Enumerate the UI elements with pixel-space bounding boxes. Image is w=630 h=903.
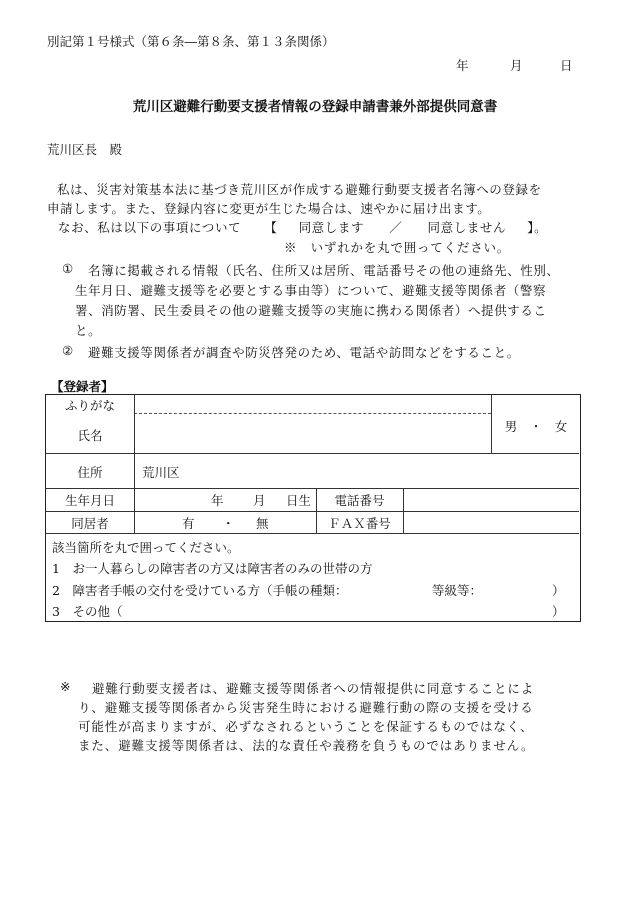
consent-slash: ／ (389, 220, 403, 235)
item-2-number: ② (62, 343, 74, 358)
row-divider (46, 533, 579, 534)
cohabitant-yes-option[interactable]: 有 (182, 516, 195, 531)
footnote-line-2: り、避難支援等関係者から災害発生時における避難行動の際の支援を受ける (78, 700, 534, 715)
consent-prefix: なお、私は以下の事項について (58, 220, 242, 235)
paragraph-line-2: 申請します。また、登録内容に変更が生じた場合は、速やかに届け出ます。 (47, 201, 491, 216)
bracket-open: 【 (264, 220, 278, 235)
fax-field[interactable] (406, 513, 576, 531)
category-2[interactable]: 2 障害者手帳の交付を受けている方（手帳の種類： (52, 583, 348, 598)
category-3-close: ） (552, 604, 565, 619)
birth-month-label: 月 (253, 493, 266, 508)
form-reference: 別記第１号様式（第６条―第８条、第１３条関係） (47, 34, 335, 49)
row-divider (46, 453, 579, 454)
footnote-line-4: また、避難支援等関係者は、法的な責任や義務を負うものではありません。 (78, 738, 535, 753)
date-day-label: 日 (560, 58, 573, 73)
furigana-divider (134, 413, 491, 414)
category-1[interactable]: 1 お一人暮らしの障害者の方又は障害者のみの世帯の方 (52, 561, 373, 576)
birth-day-label: 日生 (286, 493, 312, 508)
item-1-line-3: 署、消防署、民生委員その他の避難支援等の実施に携わる関係者）へ提供するこ (75, 303, 547, 318)
phone-field[interactable] (406, 490, 576, 508)
name-field[interactable] (138, 416, 488, 450)
footnote-line-3: 可能性が高まりますが、必ずなされるということを保証するものではなく、 (78, 719, 534, 734)
bracket-close: 】。 (527, 220, 548, 235)
consent-agree-option[interactable]: 同意します (298, 220, 365, 235)
document-title: 荒川区避難行動要支援者情報の登録申請書兼外部提供同意書 (132, 99, 498, 115)
item-1-number: ① (62, 261, 74, 276)
footnote-mark: ※ (60, 679, 72, 694)
cohabitant-label: 同居者 (71, 516, 109, 531)
circle-note: ※ いずれかを丸で囲ってください。 (284, 240, 511, 255)
col-divider (134, 395, 135, 533)
phone-label: 電話番号 (334, 493, 385, 508)
fax-label: ＦＡＸ番号 (328, 516, 391, 531)
col-divider (403, 488, 404, 533)
birthdate-label: 生年月日 (64, 493, 115, 508)
consent-line (58, 218, 547, 236)
gender-options[interactable]: 男 ・ 女 (504, 419, 568, 434)
row-divider (46, 488, 579, 489)
item-1-line-1: 名簿に掲載される情報（氏名、住所又は居所、電話番号その他の連絡先、性別、 (88, 263, 560, 278)
addressee: 荒川区長 殿 (47, 142, 123, 157)
furigana-field[interactable] (138, 396, 488, 412)
registrant-table (45, 394, 581, 622)
category-2-grade-label: 等級等： (432, 583, 483, 598)
footnote-line-1: 避難行動要支援者は、避難支援等関係者への情報提供に同意することによ (92, 681, 535, 696)
row-divider (46, 511, 579, 512)
cohabitant-no-option[interactable]: 無 (256, 516, 269, 531)
date-year-label: 年 (456, 58, 469, 73)
furigana-label: ふりがな (64, 398, 115, 413)
item-1-line-2: 生年月日、避難支援等を必要とする事由等）について、避難支援等関係者（警察 (75, 283, 547, 298)
item-1-line-4: と。 (75, 323, 102, 338)
paragraph-line-1: 私は、災害対策基本法に基づき荒川区が作成する避難行動要支援者名簿への登録を (57, 182, 542, 197)
item-2-line-1: 避難支援等関係者が調査や防災啓発のため、電話や訪問などをすること。 (88, 345, 520, 360)
category-instruction: 該当箇所を丸で囲ってください。 (52, 540, 240, 555)
address-label: 住所 (77, 465, 103, 480)
cohabitant-dot: ・ (222, 516, 235, 531)
consent-disagree-option[interactable]: 同意しません (427, 220, 507, 235)
category-2-close: ） (552, 583, 565, 598)
birth-year-label: 年 (211, 493, 224, 508)
date-month-label: 月 (510, 58, 523, 73)
registrant-section-label: 【登録者】 (51, 379, 114, 394)
category-3[interactable]: 3 その他（ (52, 604, 123, 619)
name-label: 氏名 (77, 428, 103, 443)
address-value[interactable]: 荒川区 (142, 465, 180, 480)
